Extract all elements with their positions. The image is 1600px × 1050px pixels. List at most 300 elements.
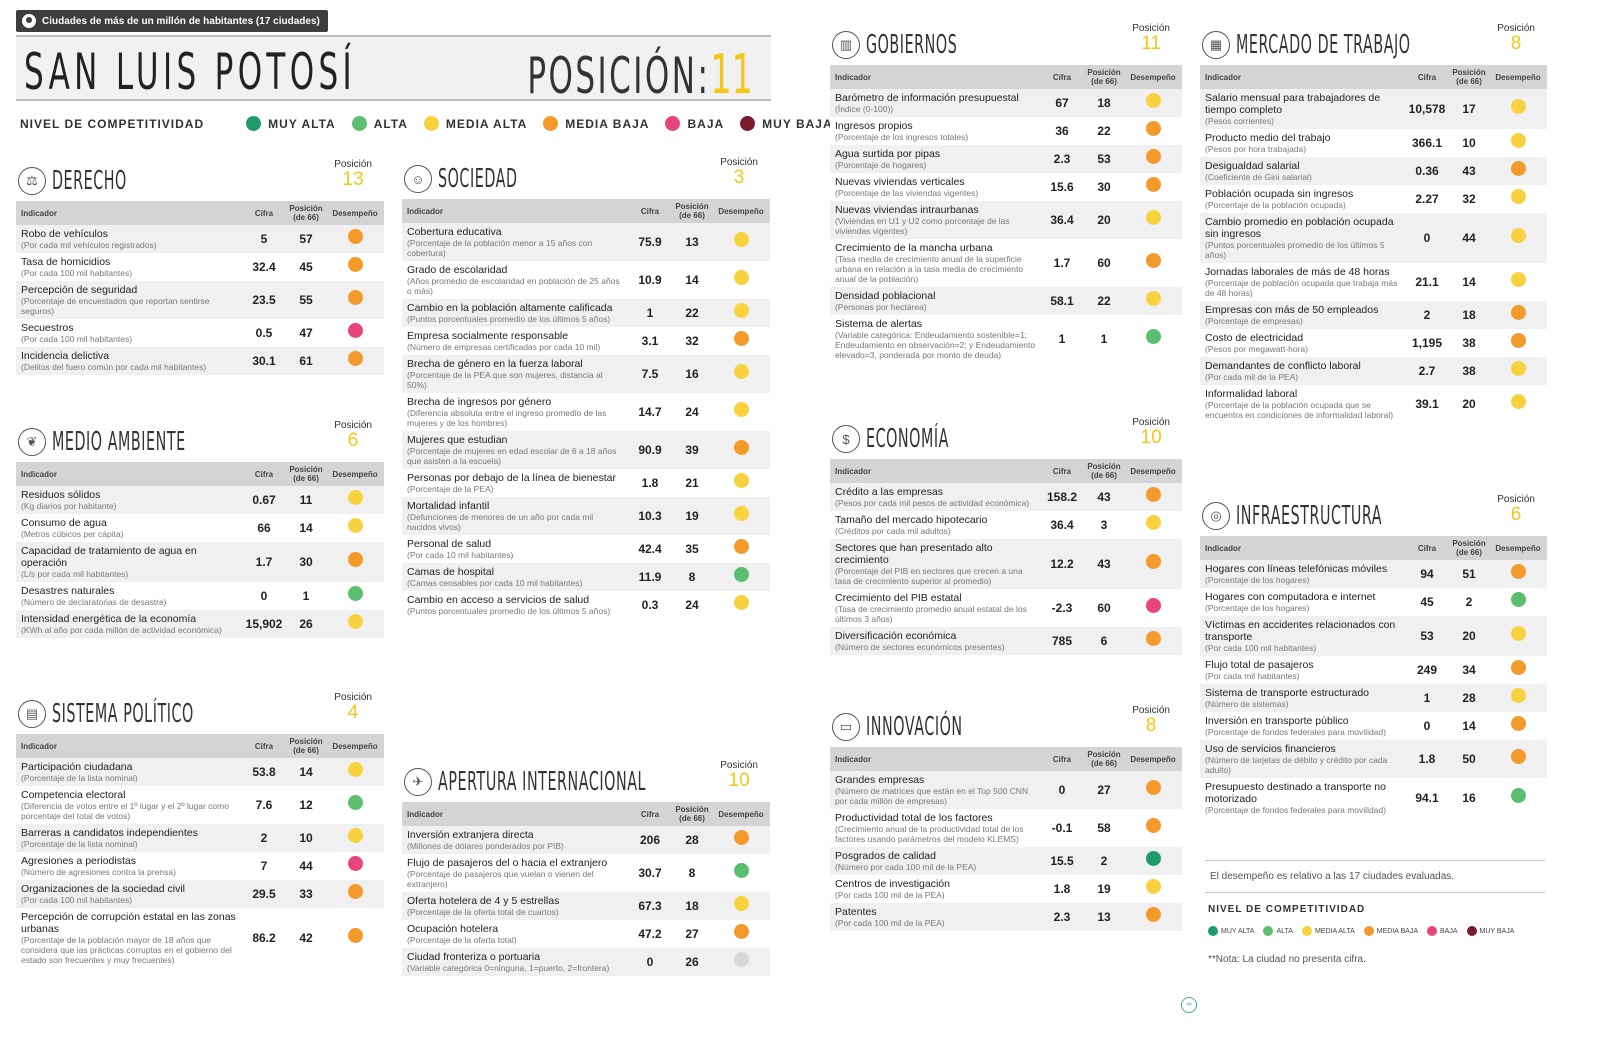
legend-item — [543, 116, 649, 131]
legend-title: NIVEL DE COMPETITIVIDAD — [20, 116, 205, 131]
section-title: APERTURA INTERNACIONAL — [438, 767, 647, 797]
position-value: 16 — [685, 367, 699, 381]
performance-dot — [734, 924, 749, 939]
indicator-name: Secuestros — [21, 322, 74, 334]
header-indicador: Indicador — [16, 201, 242, 225]
table-row — [402, 591, 770, 619]
table-row — [402, 497, 770, 535]
indicator-name: Residuos sólidos — [21, 489, 101, 501]
legend-dot — [352, 116, 367, 131]
position-value: 38 — [1462, 336, 1476, 350]
performance-cell — [712, 497, 770, 535]
indicator-unit: (Porcentaje de la oferta total) — [407, 935, 517, 945]
table-row — [402, 223, 770, 261]
indicator-cell — [830, 287, 1040, 315]
performance-dot — [1511, 626, 1526, 641]
legend-label: ALTA — [373, 116, 408, 131]
header-desempeno: Desempeño — [712, 199, 770, 223]
indicator-unit: (Por cada 10 mil habitantes) — [407, 550, 514, 560]
position-value: 20 — [1462, 397, 1476, 411]
cifra-value: 206 — [639, 833, 661, 847]
performance-cell — [712, 854, 770, 892]
indicator-name: Población ocupada sin ingresos — [1205, 188, 1354, 200]
performance-cell — [712, 563, 770, 591]
legend-dot — [665, 116, 680, 131]
performance-dot — [1146, 329, 1161, 344]
section-position-value: 3 — [733, 167, 745, 188]
cifra-value: 366.1 — [1411, 136, 1443, 150]
section-title: MERCADO DE TRABAJO — [1236, 30, 1411, 60]
table-row — [830, 483, 1182, 511]
table-row — [830, 903, 1182, 931]
position-value: 22 — [1097, 124, 1111, 138]
position-value: 24 — [685, 598, 699, 612]
cifra-value: 0.67 — [252, 493, 276, 507]
position-value: 18 — [1097, 96, 1111, 110]
indicator-cell — [402, 948, 628, 976]
cifra-value: 15.6 — [1050, 180, 1074, 194]
table-row — [830, 875, 1182, 903]
indicator-name: Producto medio del trabajo — [1205, 132, 1331, 144]
table-row — [402, 355, 770, 393]
indicator-name: Demandantes de conflicto laboral — [1205, 360, 1361, 372]
indicator-cell — [1200, 740, 1405, 778]
performance-dot — [1146, 554, 1161, 569]
indicator-unit: (Porcentaje de mujeres en edad escolar de 6 a 18 años que asisten a la escuela) — [407, 446, 617, 466]
cifra-value: 0 — [1058, 783, 1066, 797]
performance-cell — [712, 223, 770, 261]
performance-cell — [712, 892, 770, 920]
performance-dot — [1146, 253, 1161, 268]
legend-item — [1467, 926, 1515, 936]
table-row — [402, 261, 770, 299]
cifra-value: 45 — [1420, 595, 1434, 609]
performance-cell — [326, 610, 384, 638]
indicator-cell — [1200, 712, 1405, 740]
government-icon: ▥ — [832, 31, 860, 59]
indicator-unit: (Viviendas en U1 y U2 como porcentaje de las viviendas vigentes) — [835, 216, 1010, 236]
cifra-value: 15.5 — [1050, 854, 1074, 868]
indicator-name: Nuevas viviendas verticales — [835, 176, 965, 188]
performance-cell — [1124, 145, 1182, 173]
position-value: 14 — [299, 521, 313, 535]
position-value: 10 — [1462, 136, 1476, 150]
header-indicador: Indicador — [16, 734, 242, 758]
indicator-table — [16, 462, 384, 638]
indicator-cell — [830, 589, 1040, 627]
indicator-name: Barreras a candidatos independientes — [21, 827, 198, 839]
header-cifra: Cifra — [628, 199, 672, 223]
indicator-cell — [1200, 588, 1405, 616]
cifra-value: 0.5 — [255, 326, 273, 340]
indicator-unit: (Número de matrices que están en el Top 500 CNN por cada millón de empresas) — [835, 786, 1029, 806]
indicator-cell — [830, 145, 1040, 173]
cifra-value: 1.7 — [1053, 256, 1071, 270]
position-value: 55 — [299, 293, 313, 307]
position-value: 2 — [1465, 595, 1473, 609]
section-header — [402, 760, 770, 802]
indicator-name: Tamaño del mercado hipotecario — [835, 514, 988, 526]
indicator-name: Crecimiento de la mancha urbana — [835, 242, 993, 254]
performance-dot — [734, 232, 749, 247]
performance-dot — [1511, 272, 1526, 287]
indicator-unit: (Defunciones de menores de un año por cada mil nacidos vivos) — [407, 512, 594, 532]
section-gobiernos — [830, 23, 1182, 363]
indicator-unit: (Porcentaje de pasajeros que vuelan o vienen del extranjero) — [407, 869, 594, 889]
table-row — [1200, 157, 1547, 185]
header-posicion: Posición (de 66) — [1084, 65, 1124, 89]
performance-dot — [1511, 99, 1526, 114]
legend-label: MEDIA ALTA — [445, 116, 528, 131]
legend-dot — [1364, 926, 1374, 936]
section-position — [334, 159, 372, 189]
legend-item — [740, 116, 832, 131]
performance-cell — [1489, 740, 1547, 778]
table-row — [402, 299, 770, 327]
table-row — [830, 201, 1182, 239]
cifra-value: -2.3 — [1051, 601, 1073, 615]
performance-dot — [734, 830, 749, 845]
cifra-value: 36.4 — [1050, 518, 1074, 532]
performance-dot — [1511, 305, 1526, 320]
indicator-table — [1200, 536, 1547, 818]
table-row — [1200, 740, 1547, 778]
table-row — [16, 514, 384, 542]
performance-cell — [1124, 627, 1182, 655]
indicator-name: Ocupación hotelera — [407, 923, 499, 935]
performance-cell — [1489, 385, 1547, 423]
legend-dot — [424, 116, 439, 131]
factory-icon: ▦ — [1202, 31, 1230, 59]
position-value: 43 — [1462, 164, 1476, 178]
cifra-value: 3.1 — [641, 334, 659, 348]
position-value: 17 — [1462, 102, 1476, 116]
cifra-value: 12.2 — [1050, 557, 1074, 571]
header-posicion: Posición (de 66) — [1084, 459, 1124, 483]
performance-cell — [712, 299, 770, 327]
indicator-unit: (Pesos por cada mil pesos de actividad económica) — [835, 498, 1030, 508]
position-value: 1 — [1100, 332, 1108, 346]
indicator-unit: (Porcentaje de los ingresos totales) — [835, 132, 969, 142]
indicator-unit: (Pesos corrientes) — [1205, 116, 1274, 126]
performance-cell — [1124, 239, 1182, 287]
legend-item — [1208, 926, 1254, 936]
cifra-value: 785 — [1051, 634, 1073, 648]
indicator-unit: (Créditos por cada mil adultos) — [835, 526, 951, 536]
cifra-value: 39.1 — [1415, 397, 1439, 411]
position-value: 32 — [1462, 192, 1476, 206]
table-row — [1200, 656, 1547, 684]
performance-cell — [1124, 173, 1182, 201]
indicator-name: Sistema de alertas — [835, 318, 922, 330]
performance-dot — [1146, 851, 1161, 866]
cifra-value: 58.1 — [1050, 294, 1074, 308]
indicator-name: Nuevas viviendas intraurbanas — [835, 204, 979, 216]
table-row — [830, 511, 1182, 539]
section-title: DERECHO — [52, 166, 127, 196]
section-mercado-de-trabajo — [1200, 23, 1547, 423]
table-row — [402, 469, 770, 497]
overall-position — [527, 43, 753, 106]
indicator-unit: (Delitos del fuero común por cada mil habitantes) — [21, 362, 207, 372]
table-row — [16, 281, 384, 319]
footnote: **Nota: La ciudad no presenta cifra. — [1208, 954, 1366, 965]
performance-cell — [1489, 656, 1547, 684]
position-value: 21 — [685, 476, 699, 490]
indicator-cell — [1200, 129, 1405, 157]
position-value: 10 — [299, 831, 313, 845]
legend-label: MEDIA BAJA — [1376, 927, 1418, 935]
position-value: 14 — [1462, 719, 1476, 733]
position-value: 2 — [1100, 854, 1108, 868]
performance-dot — [1511, 716, 1526, 731]
indicator-name: Camas de hospital — [407, 566, 494, 578]
indicator-cell — [830, 117, 1040, 145]
performance-cell — [1124, 589, 1182, 627]
position-value: 8 — [688, 570, 696, 584]
performance-dot — [1146, 879, 1161, 894]
section-header — [830, 705, 1182, 747]
cifra-value: 30.1 — [252, 354, 276, 368]
header-indicador: Indicador — [1200, 536, 1405, 560]
indicator-unit: (Por cada 100 mil de la PEA) — [835, 918, 945, 928]
position-value: 35 — [685, 542, 699, 556]
performance-cell — [1124, 89, 1182, 117]
indicator-cell — [402, 854, 628, 892]
performance-dot — [1146, 907, 1161, 922]
position-value: 22 — [1097, 294, 1111, 308]
section-position — [720, 760, 758, 790]
indicator-cell — [402, 355, 628, 393]
performance-cell — [326, 824, 384, 852]
cifra-value: 158.2 — [1046, 490, 1078, 504]
indicator-unit: (KWh al año por cada millón de actividad económica) — [21, 625, 222, 635]
cifra-value: 86.2 — [252, 931, 276, 945]
cifra-value: 10.9 — [638, 273, 662, 287]
cifra-value: 75.9 — [638, 235, 662, 249]
indicator-unit: (Porcentaje de las viviendas vigentes) — [835, 188, 979, 198]
cifra-value: 0 — [260, 589, 268, 603]
performance-cell — [326, 880, 384, 908]
cifra-value: 5 — [260, 232, 268, 246]
indicator-name: Inversión extranjera directa — [407, 829, 534, 841]
legend-item — [1364, 926, 1418, 936]
indicator-cell — [1200, 656, 1405, 684]
indicator-unit: (Por cada mil de la PEA) — [1205, 372, 1299, 382]
indicator-name: Informalidad laboral — [1205, 388, 1298, 400]
indicator-name: Jornadas laborales de más de 48 horas — [1205, 266, 1390, 278]
cifra-value: 67 — [1055, 96, 1069, 110]
indicator-cell — [830, 847, 1040, 875]
performance-cell — [712, 261, 770, 299]
cifra-value: 1.8 — [641, 476, 659, 490]
performance-cell — [326, 908, 384, 968]
performance-dot — [1146, 177, 1161, 192]
indicator-unit: (Porcentaje de la población ocupada) — [1205, 200, 1346, 210]
table-row — [1200, 301, 1547, 329]
header-indicador: Indicador — [830, 459, 1040, 483]
section-position-label: Posición — [1132, 705, 1170, 716]
cifra-value: 23.5 — [252, 293, 276, 307]
table-row — [830, 627, 1182, 655]
performance-dot — [348, 762, 363, 777]
performance-dot — [348, 586, 363, 601]
table-row — [1200, 560, 1547, 588]
position-value: 44 — [299, 859, 313, 873]
performance-dot — [734, 331, 749, 346]
indicator-cell — [402, 299, 628, 327]
performance-cell — [712, 920, 770, 948]
cifra-value: 1.8 — [1053, 882, 1071, 896]
indicator-name: Empresas con más de 50 empleados — [1205, 304, 1379, 316]
position-value: 18 — [685, 899, 699, 913]
section-position-label: Posición — [334, 420, 372, 431]
indicator-cell — [402, 431, 628, 469]
performance-dot — [734, 863, 749, 878]
plane-icon: ✈ — [404, 768, 432, 796]
position-value: 32 — [685, 334, 699, 348]
header-posicion: Posición (de 66) — [672, 199, 712, 223]
indicator-cell — [1200, 357, 1405, 385]
cifra-value: 1 — [1423, 691, 1431, 705]
section-position-label: Posición — [1497, 23, 1535, 34]
indicator-name: Centros de investigación — [835, 878, 950, 890]
relative-note: El desempeño es relativo a las 17 ciudades evaluadas. — [1205, 860, 1545, 893]
position-value: 43 — [1097, 557, 1111, 571]
indicator-cell — [1200, 385, 1405, 423]
section-header — [1200, 23, 1547, 65]
cifra-value: 32.4 — [252, 260, 276, 274]
section-position — [720, 157, 758, 187]
section-position-label: Posición — [334, 692, 372, 703]
legend-item — [352, 116, 408, 131]
table-row — [16, 253, 384, 281]
position-value: 14 — [299, 765, 313, 779]
section-title: GOBIERNOS — [866, 30, 958, 60]
people-icon: ☺ — [404, 165, 432, 193]
footer-legend-title: NIVEL DE COMPETITIVIDAD — [1208, 904, 1366, 915]
indicator-cell — [16, 486, 242, 514]
city-name: SAN LUIS POTOSÍ — [24, 43, 356, 101]
indicator-name: Cambio promedio en población ocupada sin ingresos — [1205, 216, 1394, 240]
indicator-cell — [16, 908, 242, 968]
header-posicion: Posición (de 66) — [286, 462, 326, 486]
table-row — [1200, 89, 1547, 129]
indicator-cell — [16, 225, 242, 253]
performance-cell — [1489, 712, 1547, 740]
indicator-name: Percepción de corrupción estatal en las zonas urbanas — [21, 911, 236, 935]
indicator-unit: (Kg diarios por habitante) — [21, 501, 117, 511]
indicator-name: Patentes — [835, 906, 877, 918]
table-row — [402, 826, 770, 854]
legend-label: MUY BAJA — [762, 116, 833, 131]
section-apertura-internacional — [402, 760, 770, 976]
performance-cell — [326, 786, 384, 824]
position-value: 13 — [685, 235, 699, 249]
indicator-name: Flujo total de pasajeros — [1205, 659, 1314, 671]
section-innovacion — [830, 705, 1182, 931]
cifra-value: 42.4 — [638, 542, 662, 556]
performance-cell — [1489, 588, 1547, 616]
section-position-value: 6 — [1510, 504, 1522, 525]
section-title: SOCIEDAD — [438, 164, 518, 194]
header-posicion: Posición (de 66) — [286, 734, 326, 758]
legend-label: MEDIA ALTA — [1314, 927, 1355, 935]
indicator-name: Grado de escolaridad — [407, 264, 508, 276]
performance-dot — [1511, 788, 1526, 803]
header-indicador: Indicador — [402, 199, 628, 223]
position-value: 60 — [1097, 601, 1111, 615]
indicator-unit: (Por cada mil habitantes) — [1205, 671, 1300, 681]
indicator-unit: (Tasa de crecimiento promedio anual estatal de los últimos 3 años) — [835, 604, 1027, 624]
indicator-cell — [830, 539, 1040, 589]
performance-cell — [1124, 511, 1182, 539]
header-indicador: Indicador — [1200, 65, 1405, 89]
indicator-name: Crédito a las empresas — [835, 486, 943, 498]
position-value: 33 — [299, 887, 313, 901]
position-value: 42 — [299, 931, 313, 945]
legend-dot — [1263, 926, 1273, 936]
indicator-unit: (Puntos porcentuales promedio de los últimos 5 años) — [407, 606, 611, 616]
performance-dot — [1511, 394, 1526, 409]
indicator-name: Mortalidad infantil — [407, 500, 490, 512]
title-bar — [16, 35, 771, 106]
legend-dot — [1427, 926, 1437, 936]
cifra-value: 2 — [1423, 308, 1431, 322]
section-header — [16, 692, 384, 734]
table-row — [830, 145, 1182, 173]
header-cifra: Cifra — [242, 734, 286, 758]
indicator-unit: (Por cada 100 mil habitantes) — [21, 895, 133, 905]
section-position-label: Posición — [720, 157, 758, 168]
indicator-unit: (Porcentaje de la población ocupada que se encuentra en condiciones de informalidad laboral) — [1205, 400, 1394, 420]
cifra-value: 29.5 — [252, 887, 276, 901]
section-position — [1497, 494, 1535, 524]
position-value: 39 — [685, 443, 699, 457]
indicator-name: Competencia electoral — [21, 789, 126, 801]
legend-dot — [543, 116, 558, 131]
indicator-name: Participación ciudadana — [21, 761, 133, 773]
table-row — [16, 786, 384, 824]
position-value: 20 — [1097, 213, 1111, 227]
indicator-cell — [1200, 185, 1405, 213]
performance-dot — [348, 229, 363, 244]
section-position-value: 11 — [1141, 33, 1161, 54]
table-row — [402, 948, 770, 976]
table-row — [402, 854, 770, 892]
indicator-name: Oferta hotelera de 4 y 5 estrellas — [407, 895, 560, 907]
table-row — [1200, 329, 1547, 357]
indicator-unit: (Pesos por hora trabajada) — [1205, 144, 1307, 154]
indicator-name: Salario mensual para trabajadores de tiempo completo — [1205, 92, 1381, 116]
performance-cell — [1489, 157, 1547, 185]
ballot-icon: ▤ — [18, 700, 46, 728]
indicator-unit: (Camas censables por cada 10 mil habitantes) — [407, 578, 583, 588]
cifra-value: 21.1 — [1415, 275, 1439, 289]
indicator-unit: (Años promedio de escolaridad en población de 25 años o más) — [407, 276, 620, 296]
scales-icon: ⚖ — [18, 167, 46, 195]
position-value: 3 — [1100, 518, 1108, 532]
indicator-name: Mujeres que estudian — [407, 434, 508, 446]
cifra-value: -0.1 — [1051, 821, 1073, 835]
performance-cell — [1489, 329, 1547, 357]
indicator-cell — [402, 535, 628, 563]
header-indicador: Indicador — [830, 747, 1040, 771]
indicator-name: Agresiones a periodistas — [21, 855, 136, 867]
header-desempeno: Desempeño — [326, 201, 384, 225]
indicator-cell — [830, 201, 1040, 239]
performance-dot — [1146, 515, 1161, 530]
